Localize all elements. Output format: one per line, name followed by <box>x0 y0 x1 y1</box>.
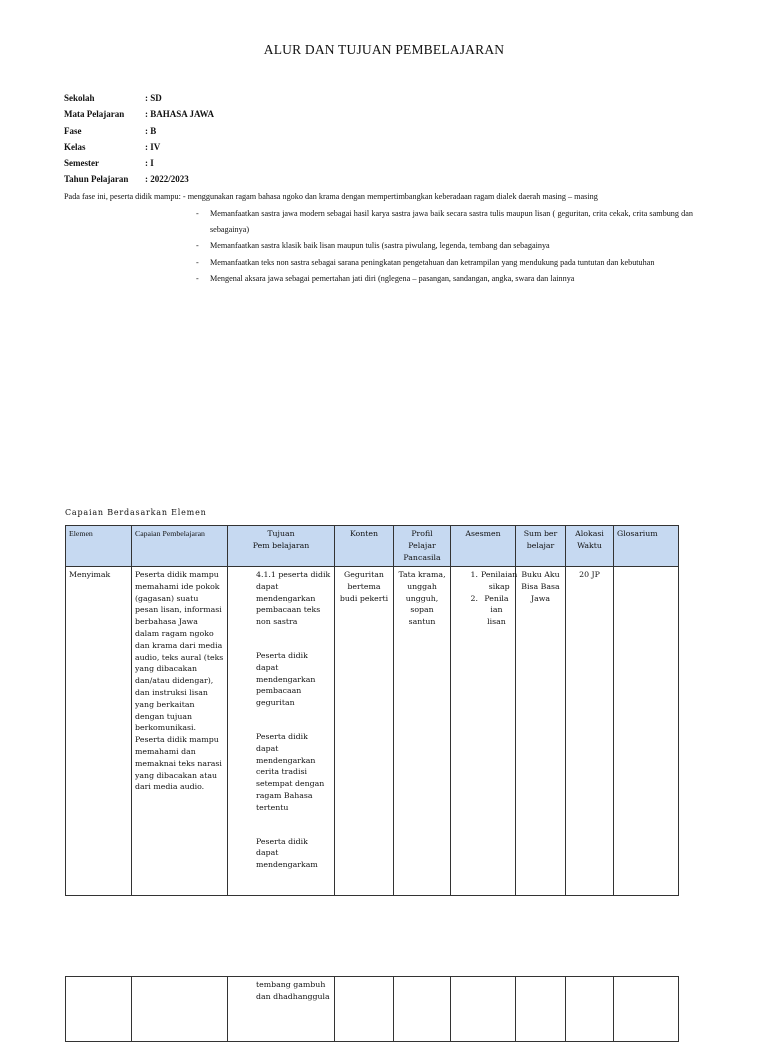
table-row <box>66 977 679 1042</box>
meta-row-semester <box>64 155 214 171</box>
header-profil-line1: Profil <box>411 529 433 538</box>
header-elemen: Elemen <box>66 526 132 567</box>
asesmen-text: Penilaian sikap <box>481 570 518 591</box>
cell-empty <box>335 977 394 1042</box>
asesmen-item <box>454 593 512 628</box>
header-alokasi <box>566 526 614 567</box>
header-profil <box>394 526 451 567</box>
tujuan-item: Peserta didik dapat mendengarkan cerita tradisi setempat dengan ragam Bahasa tertentu <box>256 731 325 812</box>
meta-key: Semester <box>64 158 99 169</box>
header-konten: Konten <box>335 526 394 567</box>
header-sumber-line2: belajar <box>526 541 555 550</box>
header-glosarium: Glosarium <box>614 526 679 567</box>
header-sumber-line1: Sum ber <box>523 529 558 538</box>
cell-empty <box>614 977 679 1042</box>
cell-konten: Geguritan bertema budi pekerti <box>335 567 394 896</box>
bullet-item: - Memanfaatkan sastra klasik baik lisan maupun tulis (sastra piwulang, legenda, tembang dan sebagainya <box>196 238 693 254</box>
learning-objectives-table <box>65 525 679 896</box>
continuation-table <box>65 976 679 1042</box>
header-sumber <box>516 526 566 567</box>
meta-row-mapel <box>64 106 214 122</box>
cell-tujuan <box>228 567 335 896</box>
bullet-item: - Memanfaatkan sastra jawa modern sebagai hasil karya sastra jawa baik secara sastra tulis maupun lisan ( geguritan, crita cekak, crita sambung dan sebagainya) <box>196 206 693 237</box>
header-capaian: Capaian Pembelajaran <box>132 526 228 567</box>
header-alokasi-line1: Alokasi <box>575 529 604 538</box>
meta-row-fase <box>64 123 214 139</box>
cell-empty <box>132 977 228 1042</box>
header-profil-line3: Pancasila <box>403 553 441 562</box>
meta-value: : BAHASA JAWA <box>145 109 215 120</box>
section-caption: Capaian Berdasarkan Elemen <box>65 508 207 517</box>
bullet-item: - Mengenal aksara jawa sebagai pemertahan jati diri (nglegena – pasangan, sandangan, angka, swara dan lainnya <box>196 271 693 287</box>
meta-value: : I <box>145 158 154 169</box>
cell-glosarium <box>614 567 679 896</box>
asesmen-text: Penila ian lisan <box>484 593 509 627</box>
header-profil-line2: Pelajar <box>408 541 436 550</box>
cell-empty <box>516 977 566 1042</box>
identity-block <box>64 90 214 188</box>
cell-empty <box>566 977 614 1042</box>
cell-tujuan: tembang gambuh dan dhadhanggula <box>228 977 335 1042</box>
tujuan-item: Peserta didik dapat mendengarkan pembacaan geguritan <box>256 650 316 708</box>
meta-key: Sekolah <box>64 93 95 103</box>
header-tujuan-line1: Tujuan <box>267 529 295 538</box>
asesmen-list <box>454 569 518 628</box>
meta-row-sekolah <box>64 90 214 106</box>
cell-elemen: Menyimak <box>66 567 132 896</box>
meta-key: Fase <box>64 125 82 136</box>
cell-empty <box>451 977 516 1042</box>
cell-empty <box>394 977 451 1042</box>
asesmen-number: 1. <box>470 570 478 579</box>
tujuan-item: 4.1.1 peserta didik dapat mendengarkan pembacaan teks non sastra <box>256 570 331 627</box>
meta-row-kelas <box>64 139 214 155</box>
meta-value: : SD <box>145 93 162 103</box>
meta-key: Kelas <box>64 141 86 152</box>
cell-asesmen <box>451 567 516 896</box>
cell-alokasi: 20 JP <box>566 567 614 896</box>
meta-value: : 2022/2023 <box>145 174 189 185</box>
meta-key: Tahun Pelajaran <box>64 174 129 185</box>
document-title: ALUR DAN TUJUAN PEMBELAJARAN <box>263 42 505 57</box>
table-header-row <box>66 526 679 567</box>
bullet-list <box>196 206 693 288</box>
cell-capaian: Peserta didik mampu memahami ide pokok (gagasan) suatu pesan lisan, informasi berbahasa Jawa dalam ragam ngoko dan krama dari media audio, teks aural (teks yang dibacakan dan/atau didengar), dan instruksi lisan yang berkaitan dengan tujuan berkomunikasi. Peserta didik mampu memahami dan memaknai teks narasi yang dibacakan atau dari media audio. <box>132 567 228 896</box>
cell-empty <box>66 977 132 1042</box>
meta-row-tahun <box>64 171 214 187</box>
tujuan-item: Peserta didik dapat mendengarkam <box>256 836 318 870</box>
header-tujuan <box>228 526 335 567</box>
asesmen-number: 2. <box>470 593 478 603</box>
meta-value: : B <box>145 125 157 136</box>
meta-value: : IV <box>145 141 161 152</box>
meta-key: Mata Pelajaran <box>64 109 125 120</box>
header-tujuan-line2: Pem belajaran <box>252 541 310 550</box>
header-alokasi-line2: Waktu <box>577 541 602 550</box>
intro-paragraph: Pada fase ini, peserta didik mampu: - menggunakan ragam bahasa ngoko dan krama dengan mempertimbangkan keberadaan ragam dialek daerah masing – masing <box>64 192 598 201</box>
asesmen-item <box>454 569 518 593</box>
header-asesmen: Asesmen <box>451 526 516 567</box>
cell-sumber: Buku Aku Bisa Basa Jawa <box>516 567 566 896</box>
bullet-item: - Memanfaatkan teks non sastra sebagai sarana peningkatan pengetahuan dan ketrampilan yang mendukung pada tuntutan dan kebutuhan <box>196 255 693 271</box>
table-row <box>66 567 679 896</box>
cell-profil: Tata krama, unggah ungguh, sopan santun <box>394 567 451 896</box>
